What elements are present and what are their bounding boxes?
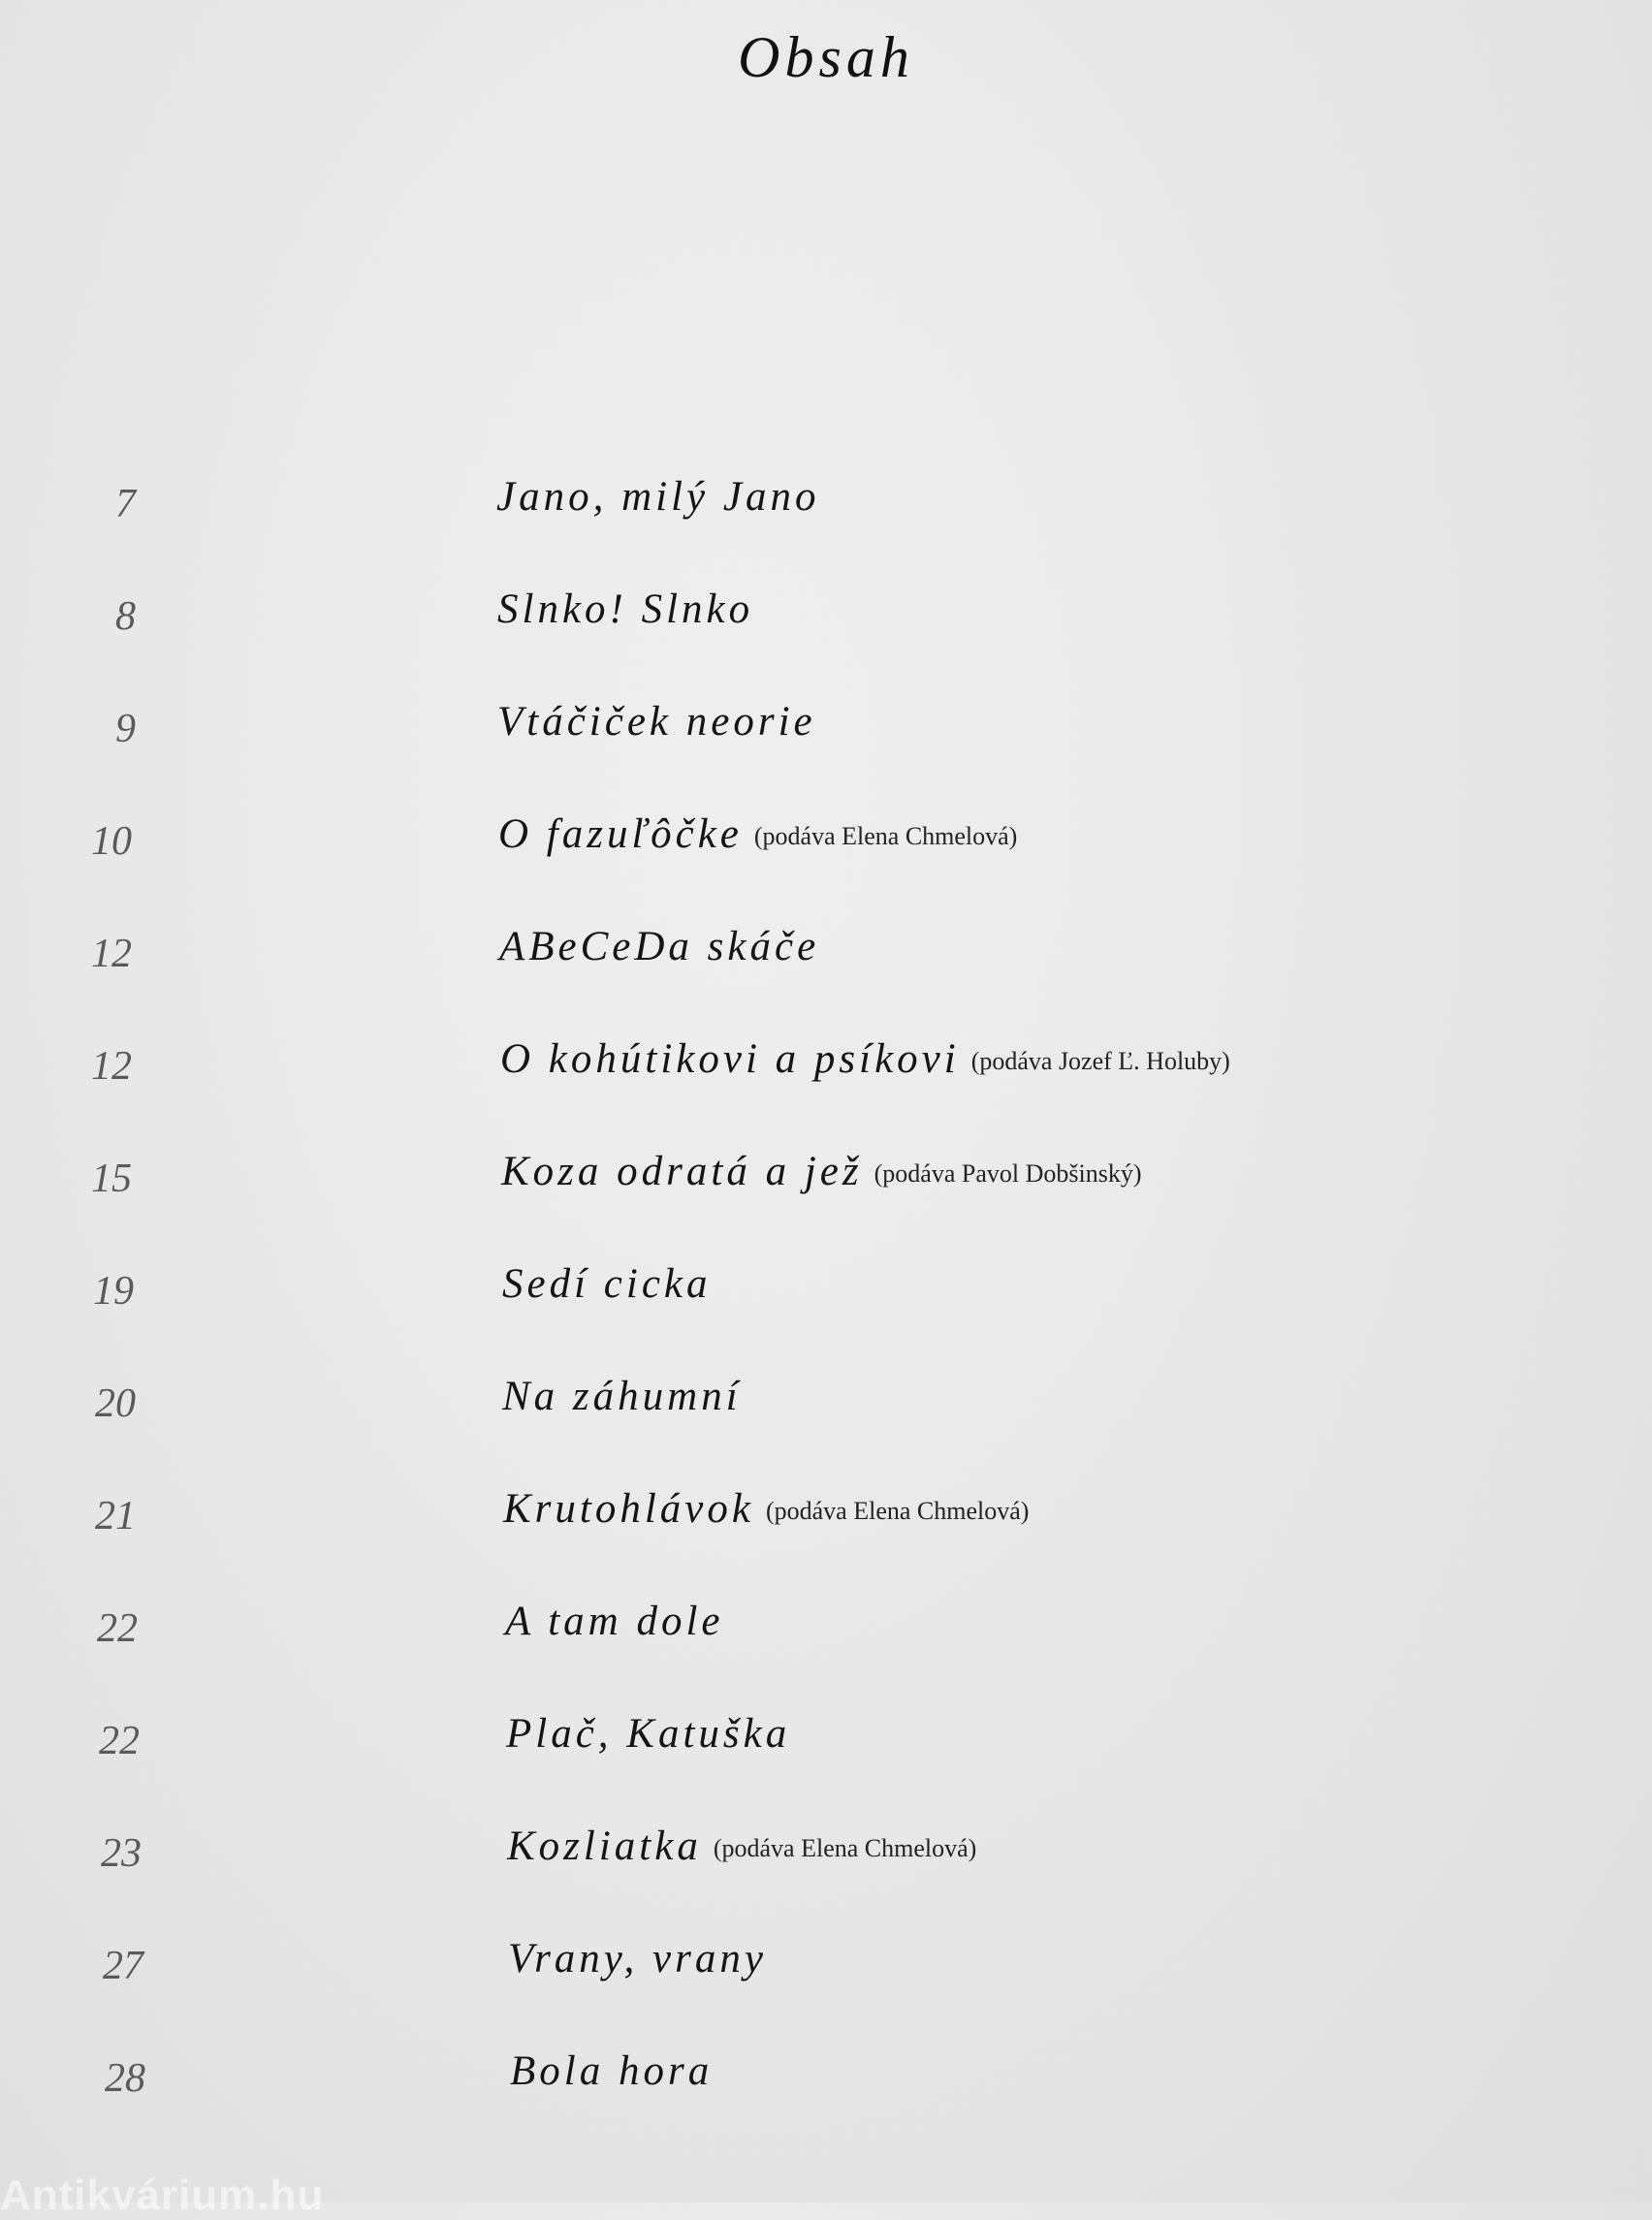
toc-entry [0, 1148, 1652, 1216]
entry-text [501, 1148, 1141, 1195]
entry-text [507, 1823, 976, 1870]
entry-title: O fazuľôčke [498, 811, 743, 857]
entry-title: Koza odratá a jež [501, 1149, 863, 1194]
page-number: 20 [95, 1381, 136, 1426]
page-title: Obsah [738, 25, 914, 89]
entry-title: Na záhumní [502, 1374, 742, 1419]
entry-title: O kohútikovi a psíkovi [500, 1036, 960, 1082]
entry-text [502, 1260, 712, 1308]
watermark: Antikvárium.hu [0, 2172, 325, 2219]
entry-text [506, 1710, 790, 1758]
page-number: 8 [115, 594, 136, 639]
entry-title: Slnko! Slnko [497, 587, 754, 632]
page-number: 27 [103, 1944, 143, 1988]
entry-text [498, 810, 1017, 858]
toc-entry [0, 473, 1652, 541]
page-number: 22 [97, 1606, 138, 1651]
toc-entry [0, 1035, 1652, 1103]
toc-entry [0, 1823, 1652, 1890]
page-number: 12 [91, 932, 132, 976]
page-number: 28 [105, 2056, 145, 2101]
toc-entry [0, 1598, 1652, 1665]
page-number: 19 [93, 1269, 134, 1314]
toc-entry [0, 810, 1652, 878]
toc-entry [0, 1485, 1652, 1553]
entry-attribution: (podáva Pavol Dobšinský) [874, 1159, 1142, 1188]
toc-entry [0, 698, 1652, 766]
entry-text [508, 1935, 767, 1982]
entry-text [503, 1485, 1029, 1533]
entry-title: Vrany, vrany [508, 1936, 767, 1982]
entry-text [502, 1373, 742, 1420]
toc-entry [0, 2047, 1652, 2115]
toc-entry [0, 1373, 1652, 1441]
toc-entry [0, 1935, 1652, 2003]
entry-text [500, 1035, 1230, 1083]
page-number: 7 [115, 482, 136, 526]
entry-title: Plač, Katuška [506, 1711, 791, 1757]
entry-title: Krutohlávok [503, 1486, 754, 1532]
entry-text [510, 2047, 713, 2095]
entry-title: A tam dole [505, 1599, 724, 1644]
entry-title: ABeCeDa skáče [499, 924, 820, 969]
toc-entry [0, 586, 1652, 653]
entry-title: Bola hora [510, 2048, 714, 2094]
page-number: 10 [91, 819, 132, 864]
entry-attribution: (podáva Elena Chmelová) [753, 822, 1018, 850]
entry-title: Vtáčiček neorie [497, 699, 816, 745]
entry-title: Sedí cicka [502, 1261, 712, 1307]
page-number: 22 [99, 1719, 140, 1763]
entry-attribution: (podáva Elena Chmelová) [765, 1497, 1030, 1525]
page-number: 9 [115, 707, 136, 751]
toc-entry [0, 1710, 1652, 1778]
entry-text [499, 923, 819, 970]
entry-title: Kozliatka [507, 1824, 702, 1869]
page-number: 23 [101, 1831, 142, 1876]
entry-title: Jano, milý Jano [496, 474, 820, 520]
entry-text [505, 1598, 724, 1645]
entry-attribution: (podáva Elena Chmelová) [713, 1834, 977, 1862]
toc-entry [0, 1260, 1652, 1328]
entry-text [497, 698, 816, 745]
entry-text [496, 473, 819, 521]
toc-entry [0, 923, 1652, 991]
page-number: 21 [95, 1494, 136, 1538]
page-number: 15 [91, 1157, 132, 1201]
entry-text [497, 586, 753, 633]
page-number: 12 [91, 1044, 132, 1089]
entry-attribution: (podáva Jozef Ľ. Holuby) [970, 1047, 1230, 1075]
